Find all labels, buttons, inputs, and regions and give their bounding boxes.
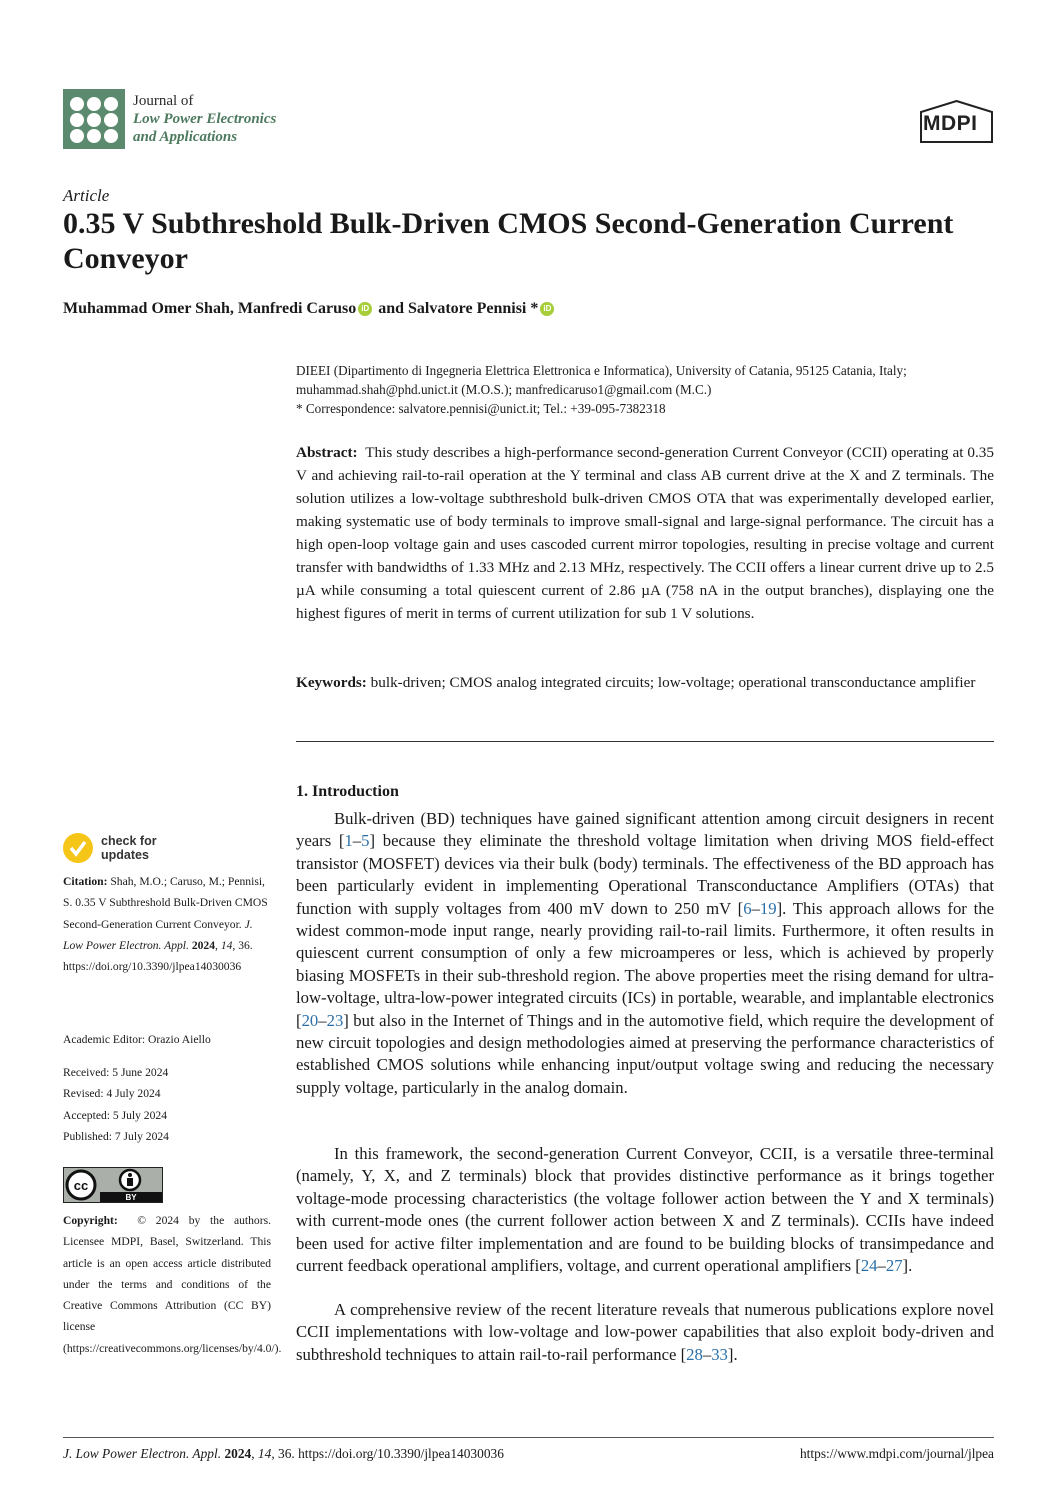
affiliations — [296, 361, 996, 418]
journal-logo-icon — [63, 89, 125, 149]
author-list — [63, 300, 556, 318]
author-emails: muhammad.shah@phd.unict.it (M.O.S.); manfredicaruso1@gmail.com (M.C.) — [296, 382, 712, 397]
orcid-icon[interactable]: iD — [540, 302, 554, 316]
paragraph-text: ] because they eliminate the threshold voltage limitation when driving MOS field-effect transistor (MOSFET) devices via their bulk (body) terminals. The effectiveness of the BD approach has been particularly evident in implementing Operational Transconductance Amplifiers (OTAs) that function with supply voltages from 400 mV down to 250 mV [ — [296, 831, 995, 918]
cc-by-label: BY — [125, 1193, 137, 1202]
reference-link[interactable]: 23 — [326, 1010, 344, 1030]
paragraph-text: – — [318, 1010, 327, 1030]
orcid-icon[interactable]: iD — [358, 302, 372, 316]
journal-name-line3: and Applications — [133, 129, 238, 145]
reference-link[interactable]: 20 — [301, 1010, 319, 1030]
published-date: Published: 7 July 2024 — [63, 1129, 169, 1143]
check-updates-line2: updates — [101, 848, 149, 862]
correspondence: * Correspondence: salvatore.pennisi@unict.it; Tel.: +39-095-7382318 — [296, 401, 666, 416]
citation-block: Citation: Shah, M.O.; Caruso, M.; Pennisi, S. 0.35 V Subthreshold Bulk-Driven CMOS Second-Generation Current Conveyor. J. Low Power Electron. Appl. 2024, 14, 36. https://doi.org/10.3390/jlpea14030036 — [63, 875, 268, 974]
citation-volume: 14 — [220, 938, 233, 952]
journal-name-line2: Low Power Electronics — [133, 111, 277, 127]
affiliation-line: DIEEI (Dipartimento di Ingegneria Elettrica Elettronica e Informatica), University of Catania, 95125 Catania, Italy; — [296, 363, 907, 378]
citation-journal: J. Low Power Electron. Appl. — [63, 917, 253, 952]
reference-link[interactable]: 24 — [860, 1256, 878, 1276]
reference-link[interactable]: 1 — [344, 831, 353, 851]
copyright-notice — [63, 1210, 282, 1359]
reference-link[interactable]: 27 — [885, 1256, 903, 1276]
received-date: Received: 5 June 2024 — [63, 1066, 169, 1079]
paragraph-text: ]. This approach allows for the widest common-mode input range, nearly providing rail-to-rail limits. Furthermore, it often results in quiescent current consumption of only a few microamperes or less, which is achieved by properly biasing MOSFETs in their sub-threshold region. The above properties meet the rising demand for ultra-low-voltage, ultra-low-power integrated circuits (ICs) in portable, wearable, and implantable electronics [ — [296, 898, 994, 1030]
keywords-text: bulk-driven; CMOS analog integrated circuits; low-voltage; operational transconductance amplifier — [370, 674, 976, 691]
publication-dates — [63, 1062, 271, 1147]
citation-doi[interactable]: , 36. https://doi.org/10.3390/jlpea14030036 — [63, 938, 253, 974]
publisher-logo-text: MDPI — [923, 112, 978, 135]
section-heading: 1. Introduction — [296, 783, 399, 800]
journal-name — [133, 92, 276, 146]
paragraph-text: ]. — [727, 1344, 738, 1364]
svg-text:cc: cc — [73, 1178, 89, 1193]
reference-link[interactable]: 5 — [361, 831, 370, 851]
intro-paragraph-1 — [296, 808, 994, 1099]
paragraph-text: – — [751, 898, 760, 918]
abstract-text: This study describes a high-performance second-generation Current Conveyor (CCII) operating at 0.35 V and achieving rail-to-rail operation at the Y terminal and class AB current drive at the X and Z terminals. The solution utilizes a low-voltage subthreshold bulk-driven CMOS OTA that was experimentally developed earlier, making systematic use of body terminals to improve small-signal and large-signal performance. The circuit has a high open-loop voltage gain and uses cascoded current mirror topologies, resulting in precise voltage and current transfer with bandwidths of 1.33 MHz and 2.13 MHz, respectively. The CCII offers a linear current drive up to 2.5 µA while consuming a total quiescent current of 2.86 µA (758 nA in the output branches), displaying one the highest figures of merit in terms of current utilization for sub 1 V solutions. — [296, 444, 994, 622]
paragraph-text: Bulk-driven (BD) techniques have gained significant attention among circuit designers in recent years [ — [296, 809, 994, 851]
check-updates-line1: check for — [101, 834, 157, 848]
paragraph-text: ] but also in the Internet of Things and in the automotive field, which require the development of new circuit topologies and design methodologies aimed at preserving the performance characteristics of established CMOS solutions while enhancing input/output voltage swing and reducing the necessary supply voltage, particularly in the analog domain. — [296, 1010, 994, 1097]
author-name: Muhammad Omer Shah, Manfredi Caruso — [63, 300, 357, 317]
footer-journal: J. Low Power Electron. Appl. — [63, 1446, 222, 1461]
journal-name-line1: Journal of — [133, 93, 194, 109]
paragraph-text: – — [877, 1256, 886, 1276]
academic-editor: Academic Editor: Orazio Aiello — [63, 1033, 211, 1046]
paragraph-text: A comprehensive review of the recent literature reveals that numerous publications explore novel CCII implementations with low-voltage and low-power capabilities that also exploit body-driven and subthreshold techniques to attain rail-to-rail performance [ — [296, 1300, 994, 1364]
citation-text: Shah, M.O.; Caruso, M.; Pennisi, S. 0.35 V Subthreshold Bulk-Driven CMOS Second-Generation Current Conveyor. — [63, 875, 268, 931]
footer-citation: J. Low Power Electron. Appl. 2024, 14, 36. https://doi.org/10.3390/jlpea14030036 — [63, 1446, 504, 1461]
footer-year: 2024 — [224, 1446, 252, 1461]
reference-link[interactable]: 19 — [759, 898, 777, 918]
copyright-text: © 2024 by the authors. Licensee MDPI, Basel, Switzerland. This article is an open access article distributed under the terms and conditions of the Creative Commons Attribution (CC BY) license (https://creativecommons.org/licenses/by/4.0/). — [63, 1214, 282, 1355]
keywords-label: Keywords: — [296, 674, 367, 691]
accepted-date: Accepted: 5 July 2024 — [63, 1108, 167, 1122]
paragraph-text: ]. — [902, 1256, 913, 1276]
abstract-label: Abstract: — [296, 444, 358, 461]
footer-volume: 14 — [257, 1446, 272, 1461]
journal-url-link[interactable]: https://www.mdpi.com/journal/jlpea — [799, 1446, 994, 1461]
citation-label: Citation: — [63, 875, 108, 888]
revised-date: Revised: 4 July 2024 — [63, 1087, 161, 1101]
cc-by-license-icon[interactable] — [63, 1167, 163, 1203]
abstract — [296, 441, 994, 625]
intro-paragraph-2 — [296, 1143, 994, 1277]
paragraph-text: In this framework, the second-generation Current Conveyor, CCII, is a versatile three-terminal (namely, Y, X, and Z terminals) block that provides distinctive performance as it brings together voltage-mode processing characteristics (the voltage follower action between the Y and X terminals) with current-mode ones (the current follower action between X and Z terminals). CCIIs have indeed been used for active filter implementation and are found to be building blocks of transimpedance and current feedback operational amplifiers, voltage, and current operational amplifiers [ — [296, 1144, 994, 1276]
reference-link[interactable]: 33 — [711, 1344, 728, 1364]
paragraph-text: – — [352, 831, 362, 851]
check-updates-icon — [63, 833, 93, 863]
article-type: Article — [63, 186, 110, 205]
check-for-updates-button[interactable] — [63, 833, 157, 863]
citation-year: 2024 — [191, 938, 216, 952]
copyright-label: Copyright: — [63, 1214, 118, 1227]
author-name: and Salvatore Pennisi * — [374, 300, 539, 317]
footer-divider — [63, 1437, 994, 1438]
footer-doi-link[interactable]: , 36. https://doi.org/10.3390/jlpea14030036 — [271, 1446, 504, 1461]
section-divider — [296, 741, 994, 742]
paragraph-text: – — [702, 1344, 712, 1364]
reference-link[interactable]: 28 — [686, 1344, 703, 1364]
reference-link[interactable]: 6 — [743, 898, 752, 918]
keywords — [296, 671, 994, 694]
intro-paragraph-3 — [296, 1299, 994, 1366]
article-title: 0.35 V Subthreshold Bulk-Driven CMOS Second-Generation Current Conveyor — [63, 207, 954, 275]
check-updates-label — [101, 834, 157, 862]
